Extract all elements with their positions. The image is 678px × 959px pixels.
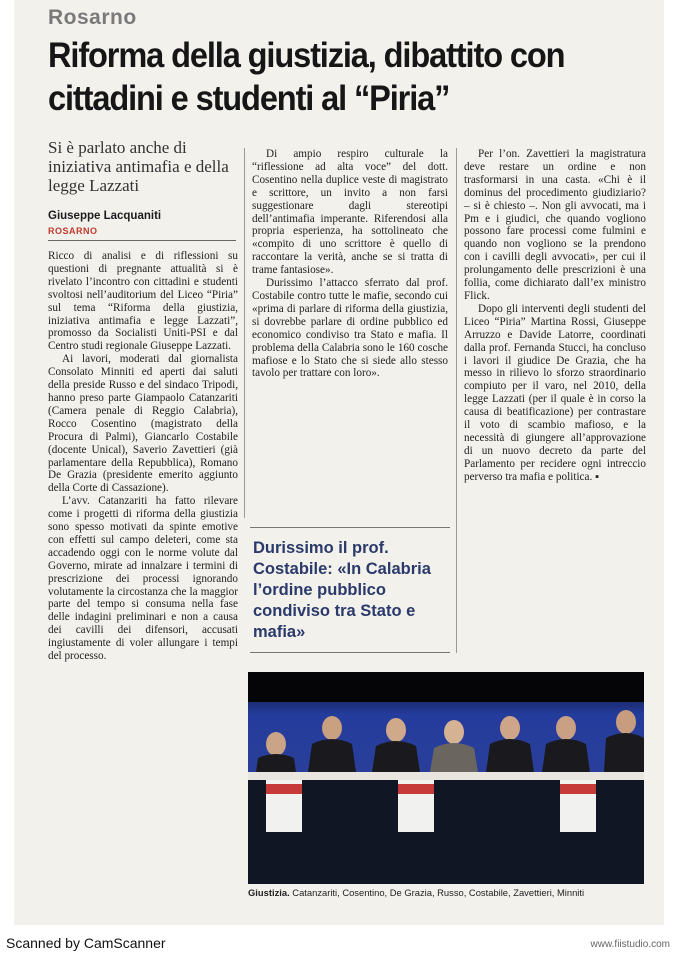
- paragraph: L’avv. Catanzariti ha fatto rilevare come i progetti di riforma della giustizia sono spesso motivati da spinte emotive con effetti sul campo deleteri, come sta accadendo oggi con le norme volute dal Governo, mirate ad innalzare i termini di prescrizione dei processi ignorando volutamente la circostanza che la maggior parte del tempo si consuma nella fase delle indagini preliminari e non a causa dei cavilli dei difensori, accusati ingiustamente di voler allungare i tempi del processo.: [48, 495, 238, 663]
- paragraph: Per l’on. Zavettieri la magistratura deve restare un ordine e non trasformarsi in una casta. «Chi è il dominus del procedimento giudiziario? – si è chiesto –. Non gli avvocati, ma i Pm e i giudici, che quando vogliono possono fare processi come fulmini e quando non vogliono se la prendono con i cavilli degli avvocati», per cui il prolungamento delle prescrizioni è una follia, come dichiarato dall’ex ministro Flick.: [464, 148, 646, 302]
- subheadline: Si è parlato anche di iniziativa antimafia e della legge Lazzati: [48, 138, 229, 195]
- paragraph: Dopo gli interventi degli studenti del Liceo “Piria” Martina Rossi, Giuseppe Arruzzo e Davide Latorre, coordinati dalla prof. Fernanda Stucci, ha concluso i lavori il giudice De Grazia, che ha messo in rilievo lo sforzo straordinario compiuto per il varo, nel 2010, della legge Lazzati (per il quale è in corso la causa di beatificazione) per contrastare il voto di scambio mafioso, e la necessità di giungere all’approvazione di un nuovo decreto da parte del Parlamento per recidere ogni intreccio perverso tra mafia e politica. ▪: [464, 302, 646, 483]
- scanner-watermark: Scanned by CamScanner: [6, 935, 166, 951]
- site-watermark: www.fiistudio.com: [590, 939, 670, 950]
- pull-quote-rule: [250, 652, 450, 653]
- article-column-1: [48, 250, 238, 663]
- column-divider: [456, 148, 457, 653]
- byline-divider: [48, 240, 236, 241]
- article-column-3: [464, 148, 646, 484]
- caption-lead: Giustizia.: [248, 887, 290, 898]
- pull-quote-rule: [250, 527, 450, 528]
- photo-caption: [248, 887, 648, 898]
- paragraph: Ai lavori, moderati dal giornalista Consolato Minniti ed aperti dai saluti della preside Russo e del sindaco Tripodi, hanno preso parte Giampaolo Catanzariti (Camera penale di Reggio Calabria), Rocco Cosentino (magistrato della Procura di Palmi), Giancarlo Costabile (docente Unical), Saverio Zavettieri (già parlamentare della Repubblica), Romano De Grazia (presidente emerito aggiunto della Corte di Cassazione).: [48, 353, 238, 495]
- paragraph: Durissimo l’attacco sferrato dal prof. Costabile contro tutte le mafie, secondo cui «prima di parlare di riforma della giustizia, si dovrebbe parlare di ordine pubblico ed economico condiviso tra Stato e mafia. Il problema della Calabria sono le 160 cosche mafiose e lo Stato che si siede allo stesso tavolo per trattare con loro».: [252, 277, 448, 380]
- headline: Riforma della giustizia, dibattito con cittadini e studenti al “Piria”: [48, 36, 565, 118]
- caption-text: Catanzariti, Cosentino, De Grazia, Russo, Costabile, Zavettieri, Minniti: [292, 887, 585, 898]
- article-column-2: [252, 148, 448, 380]
- column-divider: [244, 148, 245, 518]
- paragraph: Ricco di analisi e di riflessioni su questioni di pregnante attualità si è rivelato l’incontro con cittadini e studenti svoltosi nell’auditorium del Liceo “Piria” sul tema “Riforma della giustizia, iniziativa antimafia e legge Lazzati”, promosso da Socialisti Uniti-PSI e dal Centro studi regionale Giuseppe Lazzati.: [48, 250, 238, 353]
- section-title: Rosarno: [48, 6, 137, 29]
- paragraph: Di ampio respiro culturale la “riflessione ad alta voce” del dott. Cosentino nella duplice veste di magistrato e scrittore, un invito a non farsi suggestionare dagli stereotipi dell’antimafia imperante. Riferendosi alla propria esperienza, ha sottolineato che «compito di uno scrittore è quello di raccontare la verità, anche se si tratta di trame fantasiose».: [252, 148, 448, 277]
- pull-quote: Durissimo il prof. Costabile: «In Calabria l’ordine pubblico condiviso tra Stato e mafia»: [253, 539, 431, 641]
- conference-photo: [248, 672, 644, 884]
- author-location: ROSARNO: [48, 226, 98, 236]
- author-name: Giuseppe Lacquaniti: [48, 210, 162, 222]
